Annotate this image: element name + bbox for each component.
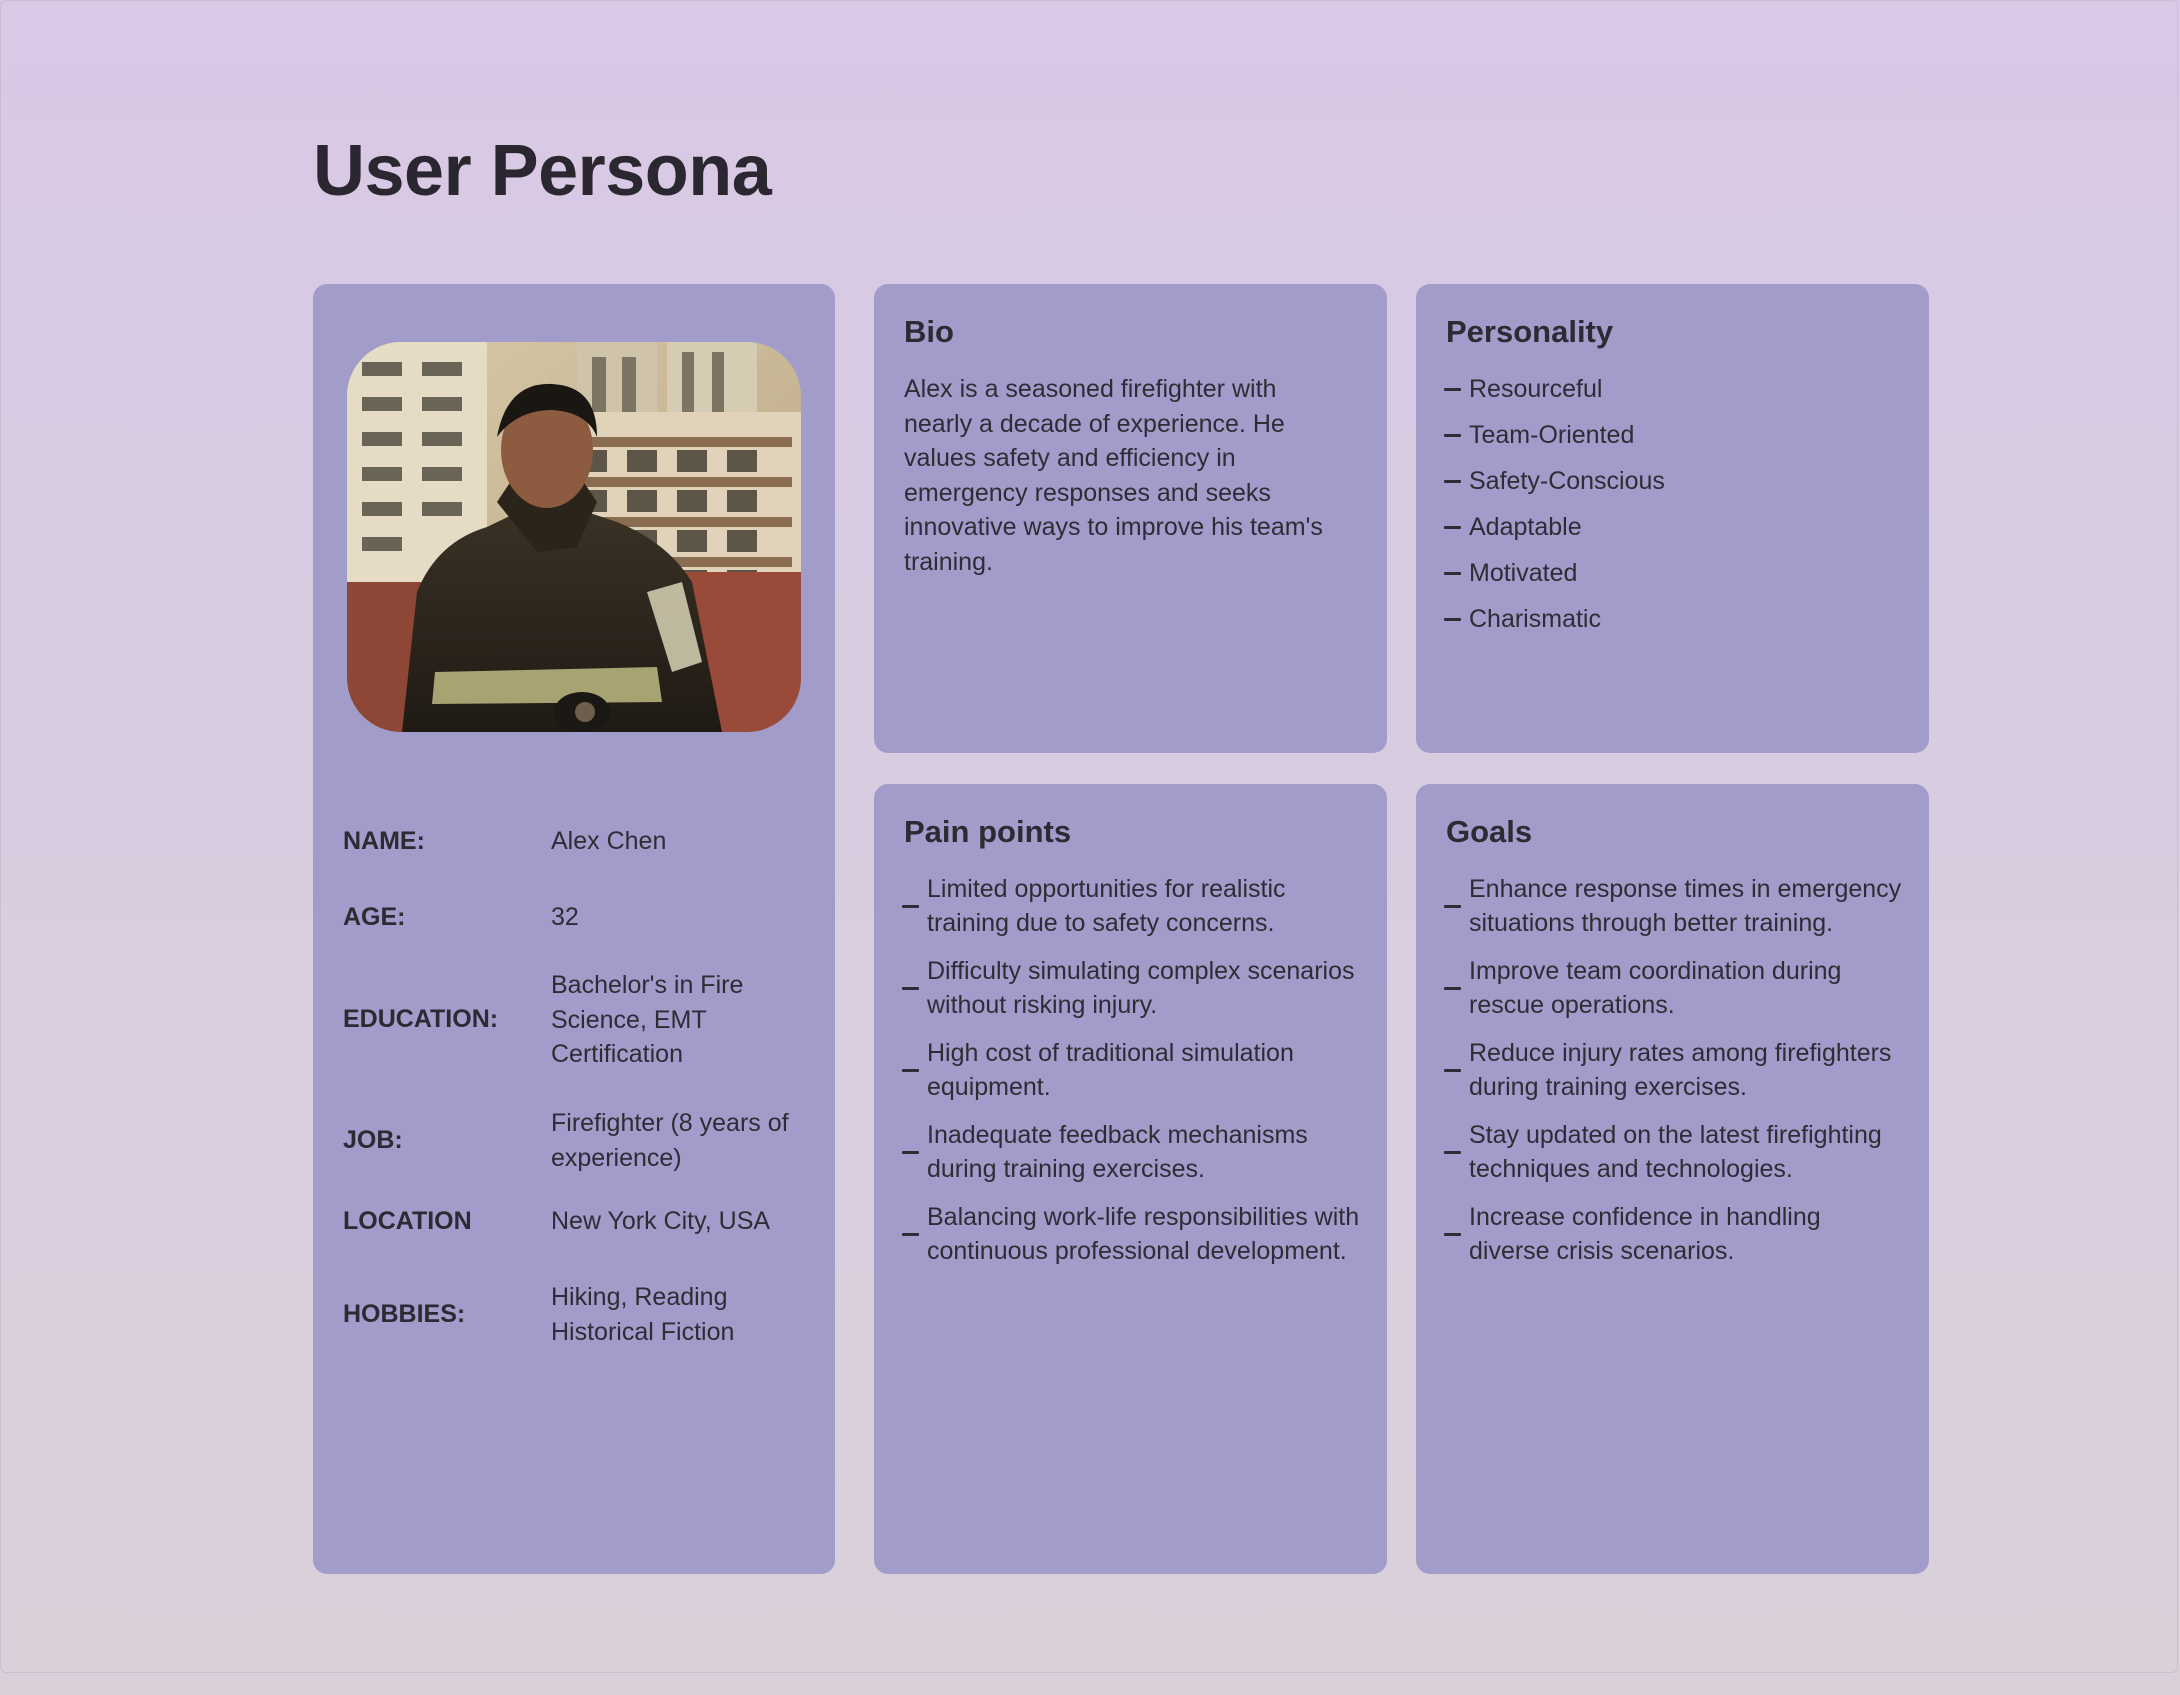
bio-heading: Bio: [904, 314, 954, 349]
goals-list: [1444, 872, 1904, 1282]
hobbies-label: HOBBIES:: [343, 1300, 466, 1328]
dash-icon: [902, 987, 919, 990]
list-item: Reduce injury rates among firefighters during training exercises.: [1444, 1036, 1904, 1104]
dash-icon: [902, 905, 919, 908]
list-item: Safety-Conscious: [1444, 464, 1904, 498]
dash-icon: [1444, 987, 1461, 990]
age-value: 32: [551, 903, 579, 931]
pain-points-list: [902, 872, 1362, 1282]
dash-icon: [902, 1233, 919, 1236]
list-item: Increase confidence in handling diverse crisis scenarios.: [1444, 1200, 1904, 1268]
age-label: AGE:: [343, 902, 406, 931]
dash-icon: [1444, 1151, 1461, 1154]
list-item: Improve team coordination during rescue operations.: [1444, 954, 1904, 1022]
dash-icon: [1444, 388, 1461, 391]
name-value: Alex Chen: [551, 827, 667, 855]
bio-text: Alex is a seasoned firefighter with nearly a decade of experience. He values safety and efficiency in emergency responses and seeks innovative ways to improve his team's training.: [904, 375, 1323, 576]
goals-heading: Goals: [1446, 814, 1533, 849]
list-item: High cost of traditional simulation equipment.: [902, 1036, 1362, 1104]
dash-icon: [902, 1151, 919, 1154]
list-item: Resourceful: [1444, 372, 1904, 406]
education-label: EDUCATION:: [343, 1005, 499, 1034]
list-item: Enhance response times in emergency situations through better training.: [1444, 872, 1904, 940]
list-item: Stay updated on the latest firefighting techniques and technologies.: [1444, 1118, 1904, 1186]
list-item: Adaptable: [1444, 510, 1904, 544]
list-item: Motivated: [1444, 556, 1904, 590]
profile-photo: [347, 342, 801, 732]
pain-points-card: [874, 784, 1387, 1574]
pain-points-heading: Pain points: [904, 814, 1072, 849]
dash-icon: [1444, 618, 1461, 621]
dash-icon: [1444, 1069, 1461, 1072]
dash-icon: [1444, 480, 1461, 483]
location-value: New York City, USA: [551, 1207, 771, 1235]
education-value: Bachelor's in Fire Science, EMT Certification: [551, 971, 744, 1068]
dash-icon: [1444, 572, 1461, 575]
personality-card: [1416, 284, 1929, 753]
list-item: Charismatic: [1444, 602, 1904, 636]
list-item: Inadequate feedback mechanisms during training exercises.: [902, 1118, 1362, 1186]
list-item: Difficulty simulating complex scenarios without risking injury.: [902, 954, 1362, 1022]
list-item: Team-Oriented: [1444, 418, 1904, 452]
profile-card: [313, 284, 835, 1574]
profile-row-location: [343, 1204, 813, 1239]
personality-heading: Personality: [1446, 314, 1614, 349]
profile-row-education: [343, 968, 813, 1072]
bio-card: [874, 284, 1387, 753]
job-label: JOB:: [343, 1126, 403, 1154]
profile-row-hobbies: [343, 1280, 813, 1349]
personality-list: [1444, 372, 1904, 648]
profile-row-name: [343, 824, 813, 859]
job-value: Firefighter (8 years of experience): [551, 1109, 789, 1172]
name-label: NAME:: [343, 826, 425, 855]
hobbies-value: Hiking, Reading Historical Fiction: [551, 1283, 735, 1346]
person-photo-icon: [347, 342, 801, 732]
dash-icon: [1444, 434, 1461, 437]
goals-card: [1416, 784, 1929, 1574]
page-title: User Persona: [313, 131, 772, 211]
dash-icon: [1444, 905, 1461, 908]
profile-row-age: [343, 900, 813, 935]
dash-icon: [1444, 526, 1461, 529]
dash-icon: [1444, 1233, 1461, 1236]
list-item: Limited opportunities for realistic training due to safety concerns.: [902, 872, 1362, 940]
dash-icon: [902, 1069, 919, 1072]
list-item: Balancing work-life responsibilities with continuous professional development.: [902, 1200, 1362, 1268]
location-label: LOCATION: [343, 1206, 472, 1235]
profile-row-job: [343, 1106, 813, 1175]
